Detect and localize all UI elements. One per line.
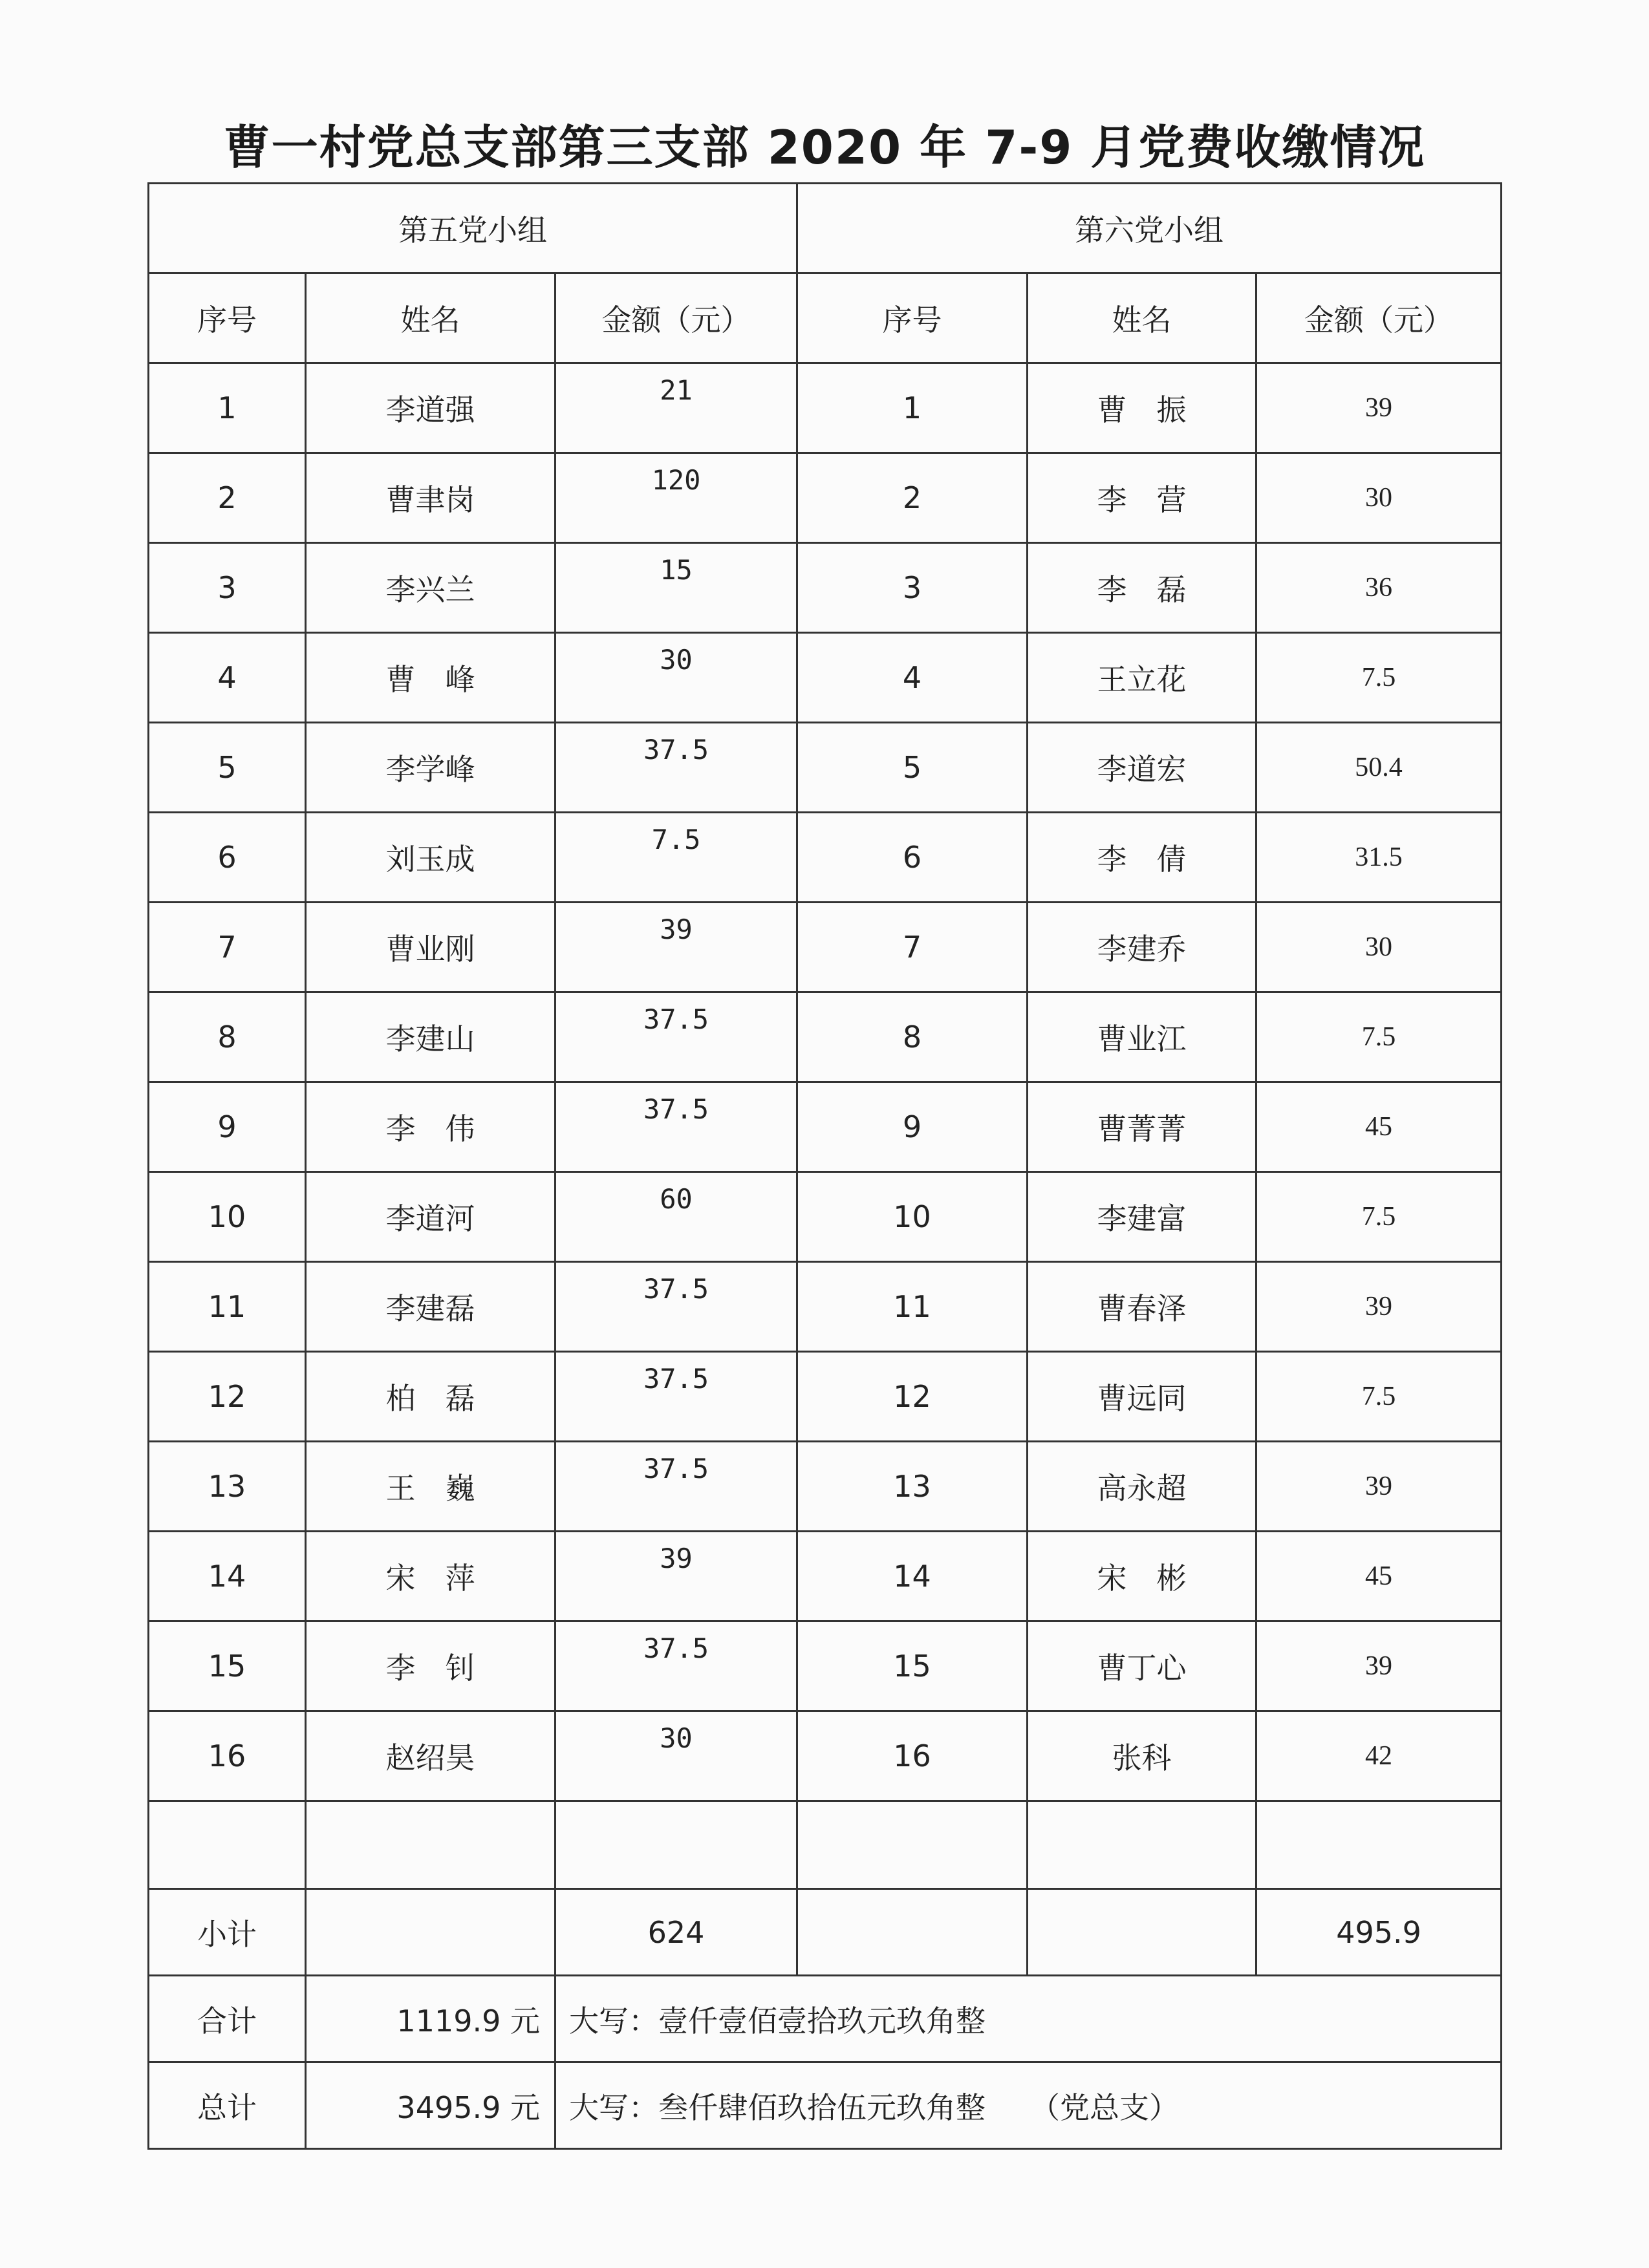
group6-seq: 4 [797,633,1028,723]
group5-name: 宋 萍 [306,1532,555,1621]
group6-amount: 39 [1256,363,1502,453]
group6-name: 王立花 [1028,633,1256,723]
amount-header: 金额（元） [1256,273,1502,363]
group6-amount: 42 [1256,1711,1502,1801]
group-header-row [149,184,1502,273]
empty-cell [797,1889,1028,1976]
amount-header: 金额（元） [555,273,797,363]
group5-name: 曹业刚 [306,903,555,992]
group5-amount: 120 [555,453,797,543]
group5-amount: 37.5 [555,992,797,1082]
subtotal-row [149,1889,1502,1976]
seq-header: 序号 [797,273,1028,363]
empty-cell [306,1889,555,1976]
group6-seq: 14 [797,1532,1028,1621]
group6-amount: 39 [1256,1442,1502,1532]
group6-seq: 13 [797,1442,1028,1532]
group5-amount: 30 [555,633,797,723]
group6-amount: 7.5 [1256,992,1502,1082]
table-row [149,1621,1502,1711]
group6-amount: 45 [1256,1082,1502,1172]
group6-subtotal: 495.9 [1256,1889,1502,1976]
group6-name: 李建乔 [1028,903,1256,992]
group5-name: 李 伟 [306,1082,555,1172]
table-row [149,1532,1502,1621]
group5-header: 第五党小组 [149,184,797,273]
combined-amount: 1119.9 元 [306,1976,555,2062]
group5-seq: 5 [149,723,306,813]
table-row [149,543,1502,633]
document-title: 曹一村党总支部第三支部 2020 年 7-9 月党费收缴情况 [223,120,1426,175]
empty-cell [306,1801,555,1889]
column-header-row [149,273,1502,363]
group6-seq: 12 [797,1352,1028,1442]
group6-amount: 50.4 [1256,723,1502,813]
group6-name: 高永超 [1028,1442,1256,1532]
group5-amount: 37.5 [555,1442,797,1532]
group5-seq: 6 [149,813,306,903]
group5-seq: 14 [149,1532,306,1621]
group5-name: 李建磊 [306,1262,555,1352]
group5-seq: 2 [149,453,306,543]
group6-header: 第六党小组 [797,184,1502,273]
group5-seq: 8 [149,992,306,1082]
empty-cell [149,1801,306,1889]
table-row [149,1262,1502,1352]
group5-name: 曹 峰 [306,633,555,723]
group5-name: 王 巍 [306,1442,555,1532]
group6-amount: 31.5 [1256,813,1502,903]
group5-seq: 9 [149,1082,306,1172]
subtotal-label: 小计 [149,1889,306,1976]
combined-amount-in-words: 大写：壹仟壹佰壹拾玖元玖角整 [555,1976,1502,2062]
group5-seq: 13 [149,1442,306,1532]
group6-name: 李 磊 [1028,543,1256,633]
group5-amount: 37.5 [555,1082,797,1172]
name-header: 姓名 [1028,273,1256,363]
group6-seq: 8 [797,992,1028,1082]
table-row [149,903,1502,992]
group6-seq: 16 [797,1711,1028,1801]
group6-seq: 3 [797,543,1028,633]
group5-amount: 15 [555,543,797,633]
group5-subtotal: 624 [555,1889,797,1976]
group5-name: 李道河 [306,1172,555,1262]
group5-amount: 39 [555,903,797,992]
group5-name: 赵绍昊 [306,1711,555,1801]
table-row [149,453,1502,543]
group6-amount: 7.5 [1256,1352,1502,1442]
empty-cell [1028,1889,1256,1976]
group6-seq: 6 [797,813,1028,903]
group5-amount: 60 [555,1172,797,1262]
combined-total-row [149,1976,1502,2062]
group5-amount: 21 [555,363,797,453]
group5-seq: 3 [149,543,306,633]
group5-seq: 11 [149,1262,306,1352]
grand-total-row [149,2062,1502,2149]
group6-seq: 10 [797,1172,1028,1262]
table-row [149,813,1502,903]
group6-name: 李 营 [1028,453,1256,543]
table-row [149,1352,1502,1442]
group6-seq: 15 [797,1621,1028,1711]
group5-name: 李 钊 [306,1621,555,1711]
group6-amount: 7.5 [1256,633,1502,723]
group6-name: 曹丁心 [1028,1621,1256,1711]
group6-seq: 9 [797,1082,1028,1172]
group5-seq: 4 [149,633,306,723]
group6-seq: 11 [797,1262,1028,1352]
table-row [149,992,1502,1082]
name-header: 姓名 [306,273,555,363]
group5-name: 李建山 [306,992,555,1082]
group5-name: 李道强 [306,363,555,453]
group5-amount: 37.5 [555,1262,797,1352]
group6-name: 宋 彬 [1028,1532,1256,1621]
table-row [149,363,1502,453]
empty-cell [797,1801,1028,1889]
table-row [149,1082,1502,1172]
group6-name: 张科 [1028,1711,1256,1801]
group5-amount: 37.5 [555,723,797,813]
group6-name: 曹菁菁 [1028,1082,1256,1172]
group5-name: 柏 磊 [306,1352,555,1442]
table-row [149,633,1502,723]
table-row [149,1172,1502,1262]
group6-seq: 7 [797,903,1028,992]
group5-seq: 7 [149,903,306,992]
party-fee-table [147,182,1502,2150]
table-row [149,1442,1502,1532]
group6-amount: 39 [1256,1262,1502,1352]
grand-total-amount: 3495.9 元 [306,2062,555,2149]
combined-label: 合计 [149,1976,306,2062]
group5-name: 李学峰 [306,723,555,813]
seq-header: 序号 [149,273,306,363]
group5-seq: 16 [149,1711,306,1801]
group6-name: 曹 振 [1028,363,1256,453]
group5-amount: 39 [555,1532,797,1621]
group6-name: 李 倩 [1028,813,1256,903]
group6-amount: 7.5 [1256,1172,1502,1262]
group6-name: 李道宏 [1028,723,1256,813]
group5-name: 李兴兰 [306,543,555,633]
table-row [149,723,1502,813]
group6-name: 李建富 [1028,1172,1256,1262]
group5-name: 刘玉成 [306,813,555,903]
table-row [149,1711,1502,1801]
empty-row [149,1801,1502,1889]
group5-seq: 12 [149,1352,306,1442]
group6-amount: 45 [1256,1532,1502,1621]
group6-name: 曹业江 [1028,992,1256,1082]
group5-seq: 1 [149,363,306,453]
group5-amount: 7.5 [555,813,797,903]
group6-name: 曹远同 [1028,1352,1256,1442]
group6-amount: 39 [1256,1621,1502,1711]
group5-amount: 37.5 [555,1621,797,1711]
group5-name: 曹聿岗 [306,453,555,543]
group5-seq: 15 [149,1621,306,1711]
empty-cell [1256,1801,1502,1889]
group6-name: 曹春泽 [1028,1262,1256,1352]
group6-amount: 30 [1256,453,1502,543]
group6-seq: 5 [797,723,1028,813]
group5-seq: 10 [149,1172,306,1262]
group6-amount: 30 [1256,903,1502,992]
group6-seq: 1 [797,363,1028,453]
grand-total-amount-in-words: 大写：叁仟肆佰玖拾伍元玖角整 （党总支） [555,2062,1502,2149]
empty-cell [1028,1801,1256,1889]
group5-amount: 37.5 [555,1352,797,1442]
group5-amount: 30 [555,1711,797,1801]
group6-seq: 2 [797,453,1028,543]
group6-amount: 36 [1256,543,1502,633]
grand-total-label: 总计 [149,2062,306,2149]
empty-cell [555,1801,797,1889]
